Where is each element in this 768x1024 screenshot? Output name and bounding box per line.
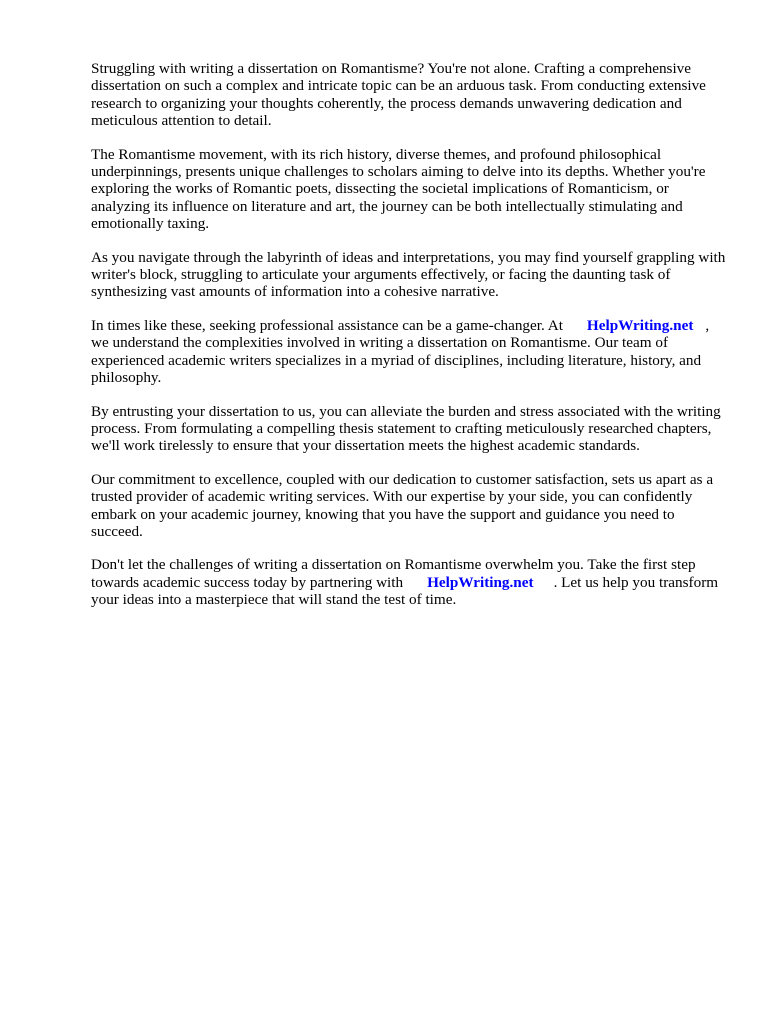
paragraph-professional-assistance xyxy=(91,317,727,387)
paragraph-intro: Struggling with writing a dissertation on Romantisme? You're not alone. Crafting a comprehensive dissertation on such a complex and intricate topic can be an arduous task. From conducting extensive research to organizing your thoughts coherently, the process demands unwavering dedication and meticulous attention to detail. xyxy=(91,60,706,130)
paragraph-text-after-link: . Let us help you transform your ideas into a masterpiece that will stand the test of time. xyxy=(91,573,719,609)
paragraph-text-before-link: Don't let the challenges of writing a dissertation on Romantisme overwhelm you. Take the first step towards academic success today by partnering with xyxy=(91,556,696,591)
paragraph-call-to-action xyxy=(91,556,727,608)
paragraph-text-before-link: In times like these, seeking professional assistance can be a game-changer. At xyxy=(91,316,563,334)
helpwriting-link[interactable]: HelpWriting.net xyxy=(427,573,534,591)
paragraph-entrusting: By entrusting your dissertation to us, you can alleviate the burden and stress associated with the writing process. From formulating a compelling thesis statement to crafting meticulously researched chapters, we'll work tirelessly to ensure that your dissertation meets the highest academic standards. xyxy=(91,402,721,455)
paragraph-romantisme-movement: The Romantisme movement, with its rich history, diverse themes, and profound philosophical underpinnings, presents unique challenges to scholars aiming to delve into its depths. Whether you're exploring the works of Romantic poets, dissecting the societal implications of Romanticism, or analyzing its influence on literature and art, the journey can be both intellectually stimulating and emotionally taxing. xyxy=(91,145,706,233)
helpwriting-link[interactable]: HelpWriting.net xyxy=(586,316,694,334)
paragraph-text-after-link: , we understand the complexities involved in writing a dissertation on Romantisme. Our team of experienced academic writers specializes in a myriad of disciplines, including literature, history, and philosophy. xyxy=(91,316,710,387)
paragraph-commitment: Our commitment to excellence, coupled with our dedication to customer satisfaction, sets us apart as a trusted provider of academic writing services. With our expertise by your side, you can confidently embark on your academic journey, knowing that you have the support and guidance you need to succeed. xyxy=(91,470,714,540)
paragraph-challenges: As you navigate through the labyrinth of ideas and interpretations, you may find yourself grappling with writer's block, struggling to articulate your arguments effectively, or facing the daunting task of synthesizing vast amounts of information into a cohesive narrative. xyxy=(91,248,726,301)
document-page xyxy=(91,60,727,625)
